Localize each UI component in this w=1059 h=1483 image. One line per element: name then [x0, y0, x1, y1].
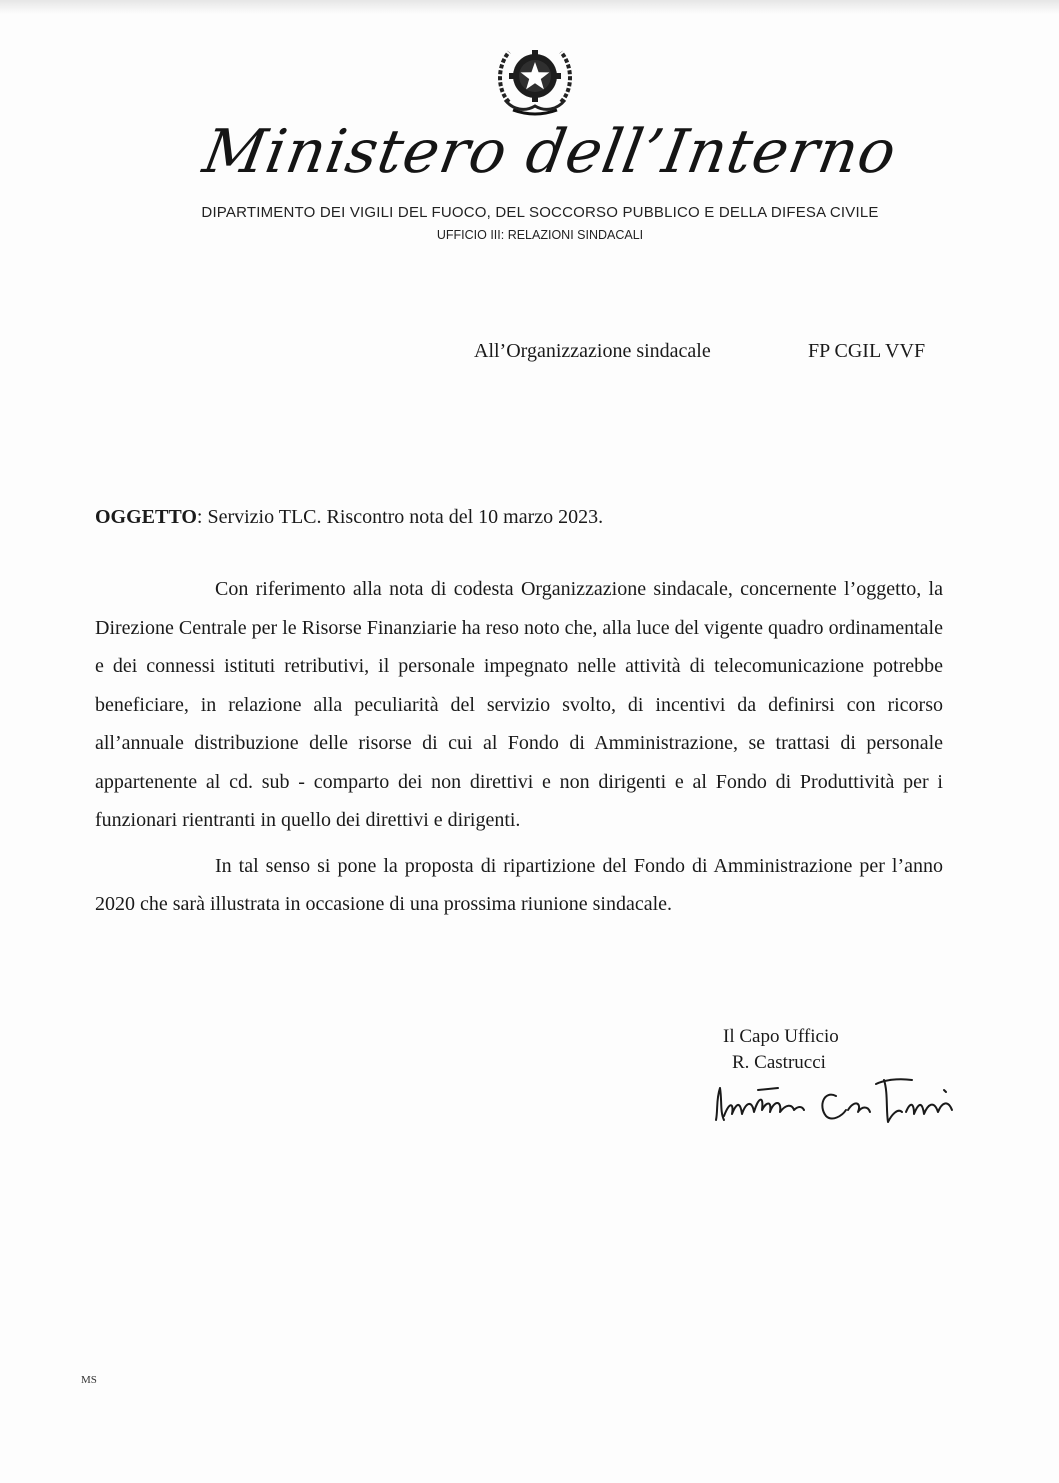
handwritten-signature-icon — [708, 1070, 968, 1126]
subject-label: OGGETTO — [95, 506, 197, 528]
subject-line — [95, 506, 603, 529]
scan-shadow — [0, 0, 1059, 14]
body-paragraph: In tal senso si pone la proposta di ripartizione del Fondo di Amministrazione per l’anno 2020 che sarà illustrata in occasione di una prossima riunione sindacale. — [95, 854, 943, 915]
signatory-name: R. Castrucci — [732, 1052, 826, 1073]
italian-republic-emblem-icon — [491, 40, 579, 116]
office-heading: UFFICIO III: RELAZIONI SINDACALI — [436, 228, 644, 242]
body-paragraph: Con riferimento alla nota di codesta Organizzazione sindacale, concernente l’oggetto, la Direzione Centrale per le Risorse Finanziarie ha reso noto che, alla luce del vigente quadro ordinamentale e dei connessi istituti retributivi, il personale impegnato nelle attività di telecomunicazione potrebbe beneficiare, in relazione alla peculiarità del servizio svolto, di incentivi da definirsi con ricorso all’annuale distribuzione delle risorse di cui al Fondo di Amministrazione, se trattasi di personale appartenente al cd. sub - comparto dei non direttivi e non dirigenti e al Fondo di Produttività per i funzionari rientranti in quello dei direttivi e dirigenti. — [95, 578, 943, 831]
recipient-name: FP CGIL VVF — [808, 340, 926, 362]
department-heading: DIPARTIMENTO DEI VIGILI DEL FUOCO, DEL SOCCORSO PUBBLICO E DELLA DIFESA CIVILE — [201, 204, 879, 221]
subject-text: : Servizio TLC. Riscontro nota del 10 marzo 2023. — [196, 506, 604, 528]
typist-initials: MS — [81, 1374, 97, 1386]
letter-body — [95, 570, 943, 931]
signatory-role: Il Capo Ufficio — [723, 1026, 839, 1047]
recipient-label: All’Organizzazione sindacale — [474, 340, 711, 362]
ministry-masthead: Ministero dell’Interno — [198, 117, 902, 187]
